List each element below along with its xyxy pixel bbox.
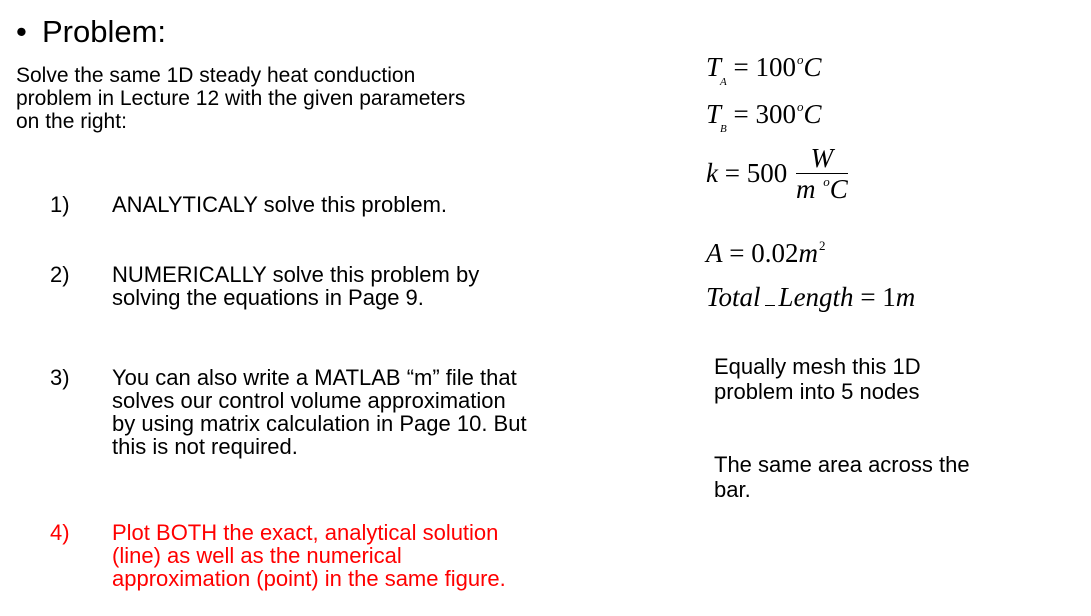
formula-ta: $T_A = 100^oC$	[706, 52, 822, 88]
k-fraction: $\frac{W}{m ^oC}$	[795, 143, 848, 204]
intro-paragraph	[16, 64, 616, 133]
mesh-note	[714, 354, 1074, 404]
task-3	[50, 366, 630, 458]
intro-line: on the right:	[16, 110, 127, 133]
task-line: (line) as well as the numerical	[112, 543, 402, 568]
note-line: bar.	[714, 477, 751, 502]
task-4	[50, 521, 630, 590]
formula-area: $A = 0.02m^2$	[706, 238, 826, 268]
task-number: 2)	[50, 262, 70, 287]
task-line: Plot BOTH the exact, analytical solution	[112, 520, 499, 545]
area-note	[714, 452, 1074, 502]
intro-line: Solve the same 1D steady heat conduction	[16, 64, 416, 87]
intro-line: problem in Lecture 12 with the given parameters	[16, 87, 466, 110]
formula-tb: $T_B = 300^oC$	[706, 99, 822, 135]
task-line: by using matrix calculation in Page 10. But	[112, 411, 527, 436]
task-line: approximation (point) in the same figure.	[112, 566, 506, 591]
task-number: 1)	[50, 192, 70, 217]
task-number: 4)	[50, 520, 70, 545]
note-line: problem into 5 nodes	[714, 379, 920, 404]
slide-title	[16, 14, 166, 50]
task-line: this is not required.	[112, 434, 298, 459]
note-line: Equally mesh this 1D	[714, 354, 921, 379]
title-text: Problem:	[42, 14, 167, 49]
note-line: The same area across the	[714, 452, 970, 477]
task-1	[50, 193, 630, 216]
task-line: solving the equations in Page 9.	[112, 285, 424, 310]
title-bullet: •	[16, 14, 27, 49]
task-line: You can also write a MATLAB “m” file that	[112, 365, 517, 390]
formula-length: Total Length = 1m	[706, 282, 916, 312]
task-line: solves our control volume approximation	[112, 388, 506, 413]
task-number: 3)	[50, 365, 70, 390]
underscore-mark	[765, 283, 775, 306]
formula-k: k = 500 $\frac{W}{m ^oC}$	[706, 143, 848, 209]
task-line: ANALYTICALY solve this problem.	[112, 192, 448, 217]
task-2	[50, 263, 630, 309]
task-line: NUMERICALLY solve this problem by	[112, 262, 480, 287]
